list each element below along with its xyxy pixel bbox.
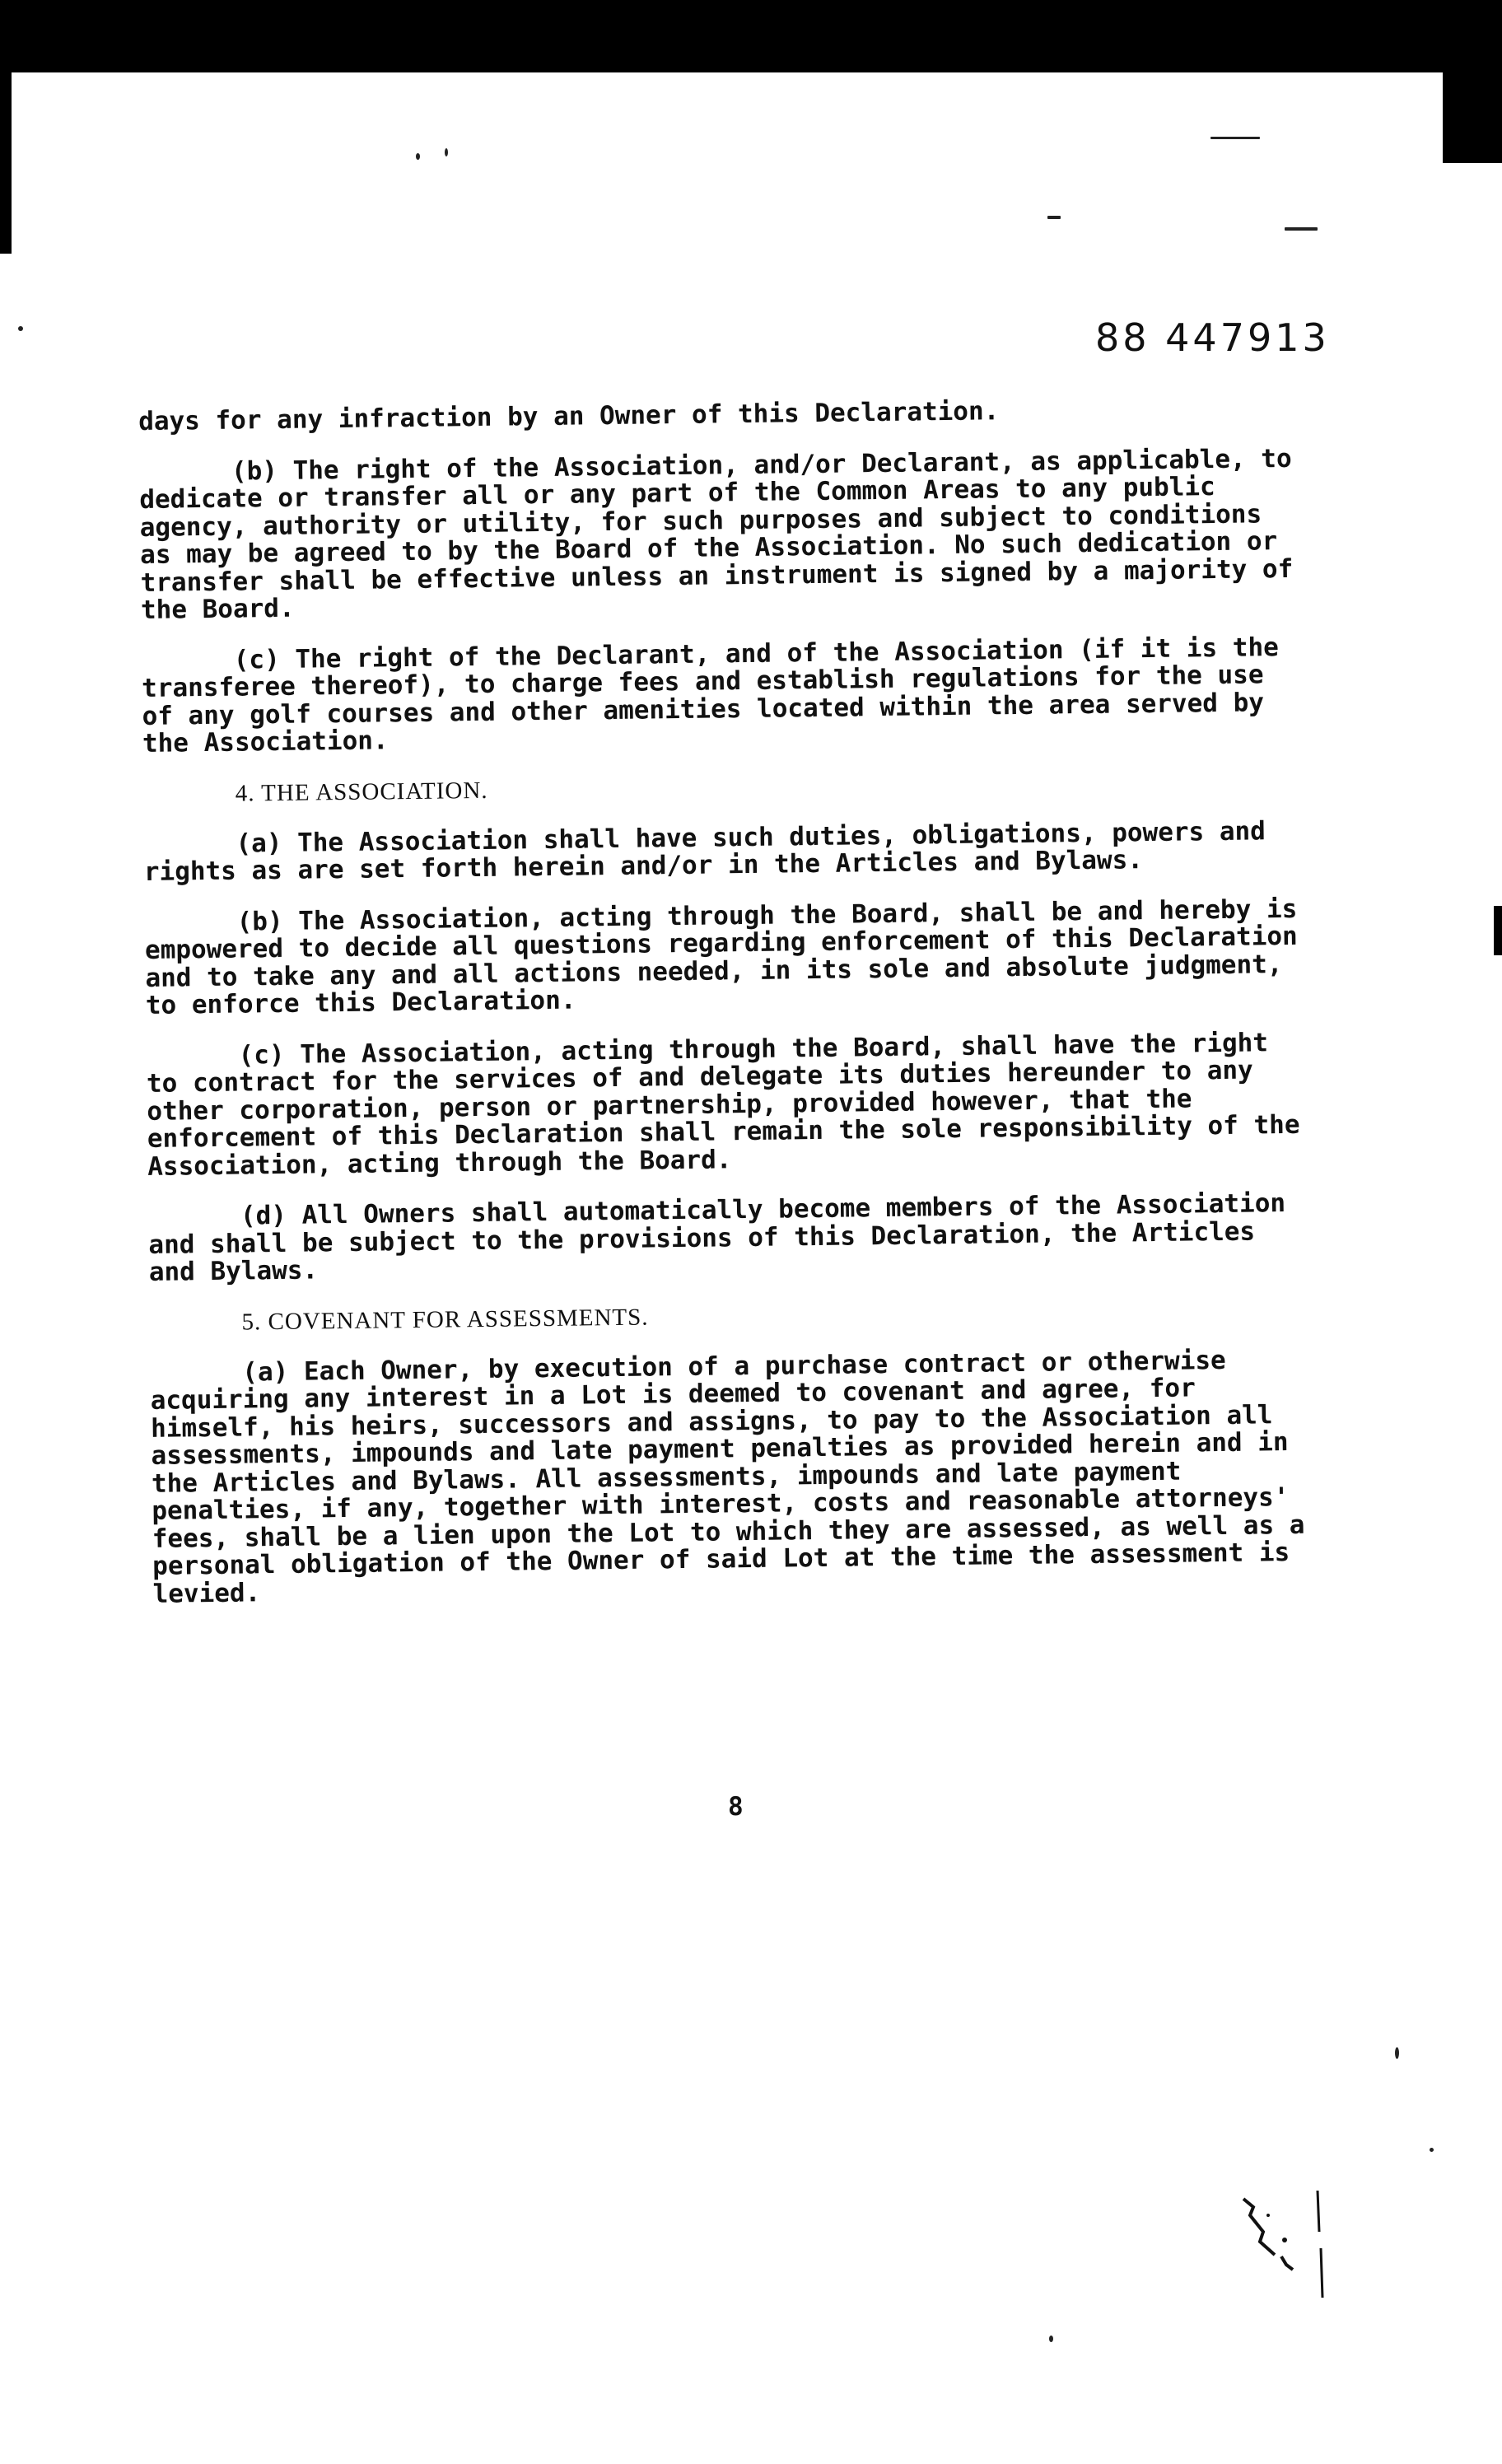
scan-speck	[1210, 137, 1260, 139]
paragraph-3c: (c) The right of the Declarant, and of the Association (if it is the transferee thereof), to charge fees and establish regulations for the use of any golf courses and other amenities located within the area served by the Association.	[141, 632, 1279, 758]
scan-speck	[18, 326, 23, 331]
scan-edge-mark	[1494, 906, 1502, 955]
section-heading-assessments: 5. COVENANT FOR ASSESSMENTS.	[241, 1304, 649, 1336]
handwritten-mark	[1235, 2182, 1334, 2306]
paragraph-4d: (d) All Owners shall automatically become members of the Association and shall be subject to the provisions of this Declaration, the Articles and Bylaws.	[148, 1188, 1286, 1287]
paragraph-4a: (a) The Association shall have such duties, obligations, powers and rights as are set forth herein and/or in the Articles and Bylaws.	[143, 815, 1266, 887]
document-number: 88 447913	[1095, 315, 1330, 360]
scan-speck	[1047, 216, 1061, 219]
paragraph-4c: (c) The Association, acting through the Board, shall have the right to contract for the services of and delegate its duties hereunder to any other corporation, person or partnership, provided however, that the enforcement of this Declaration shall remain the sole responsibility of the Association, acting through the Board.	[146, 1027, 1300, 1182]
scan-speck	[1049, 2336, 1053, 2342]
scan-border-top	[0, 0, 1502, 72]
page-number: 8	[728, 1792, 744, 1822]
scan-speck	[1285, 227, 1318, 231]
scan-speck	[1395, 2047, 1399, 2059]
scan-border-right	[1443, 72, 1502, 163]
scan-speck	[445, 148, 448, 156]
paragraph-4b: (b) The Association, acting through the Board, shall be and hereby is empowered to decide all questions regarding enforcement of this Declaration and to take any and all actions needed, in its sole and absolute judgment, to enforce this Declaration.	[144, 894, 1298, 1020]
scan-speck	[1430, 2148, 1434, 2152]
scan-speck	[416, 153, 420, 160]
section-heading-association: 4. THE ASSOCIATION.	[235, 777, 488, 807]
paragraph-3b: (b) The right of the Association, and/or Declarant, as applicable, to dedicate or transfer all or any part of the Common Areas to any public agency, authority or utility, for such purposes and subject to conditions as may be agreed to by the Board of the Association. No such dedication or transfer shall be effective unless an instrument is signed by a majority of the Board.	[139, 443, 1294, 625]
scan-border-left	[0, 72, 12, 254]
document-body	[138, 394, 1306, 1631]
paragraph-5a: (a) Each Owner, by execution of a purchase contract or otherwise acquiring any interest in a Lot is deemed to covenant and agree, for himself, his heirs, successors and assigns, to pay to the Association all assessments, impounds and late payment penalties as provided herein and in the Articles and Bylaws. All assessments, impounds and late payment penalties, if any, together with interest, costs and reasonable attorneys' fees, shall be a lien upon the Lot to which they are assessed, as well as a personal obligation of the Owner of said Lot at the time the assessment is levied.	[150, 1345, 1305, 1609]
paragraph-continuation: days for any infraction by an Owner of this Declaration.	[138, 396, 1000, 436]
